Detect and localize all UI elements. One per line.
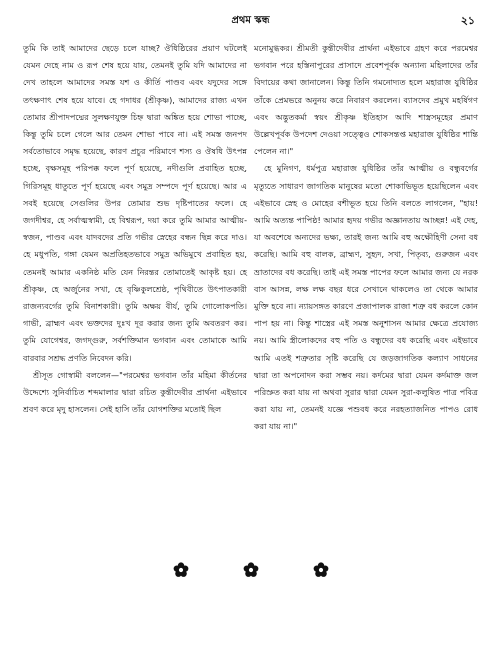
flower-ornament-icon (173, 562, 189, 578)
flower-ornament-icon (313, 562, 329, 578)
paragraph: হে মুনিগণ, ধর্মপুত্র মহারাজ যুধিষ্ঠির তাঁর আত্মীয় ও বন্ধুবর্গের মৃত্যুতে সাধারণ জাগতিক মানুষের মতো শোকাভিভূত হয়েছিলেন এবং এইভাবে স্নেহ ও মোহের বশীভূত হয়ে তিনি বলতে লাগলেন, "হায়! আমি অত্যন্ত পাপিষ্ঠ! আমার হৃদয় গভীর অজ্ঞানতায় আচ্ছন্ন! এই দেহ, যা অবশেষে অন্যদের ভক্ষ্য, তারই জন্য আমি বহু অক্ষৌহিণী সেনা বধ করেছি। আমি বহু বালক, ব্রাহ্মণ, সুহৃদ, সখা, পিতৃব্য, গুরুজন এবং ভ্রাতাদের বধ করেছি। তাই এই সমস্ত পাপের ফলে আমার জন্য যে নরক বাস আসন্ন, লক্ষ লক্ষ বছর ধরে সেখানে থাকলেও তা থেকে আমার মুক্তি হবে না। ন্যায়সঙ্গত কারণে প্রজাপালক রাজা শত্রু বধ করলে কোন পাপ হয় না। কিন্তু শাস্ত্রের এই সমস্ত অনুশাসন আমার ক্ষেত্রে প্রযোজ্য নয়। আমি স্ত্রীলোকদের বহু পতি ও বন্ধুদের বধ করেছি এবং এইভাবে আমি এতই শত্রুতার সৃষ্টি করেছি যে জড়জাগতিক কল্যাণ সাধনের দ্বারা তা অপনোদন করা সম্ভব নয়। কর্দমের দ্বারা যেমন কর্দমাক্ত জল পরিস্রুত করা যায় না অথবা সুরার দ্বারা যেমন সুরা-কলুষিত পাত্র পবিত্র করা যায় না, তেমনই যজ্ঞে পশুবধ করে নরহত্যাজনিত পাপও রোধ করা যায় না।" (254, 163, 478, 432)
right-column (254, 40, 478, 436)
page-number: ২১ (460, 14, 475, 27)
left-column (23, 40, 247, 418)
flower-ornament-icon (243, 562, 259, 578)
paragraph: মনোমুগ্ধকর। শ্রীমতী কুন্তীদেবীর প্রার্থনা এইভাবে গ্রহণ করে পরমেশ্বর ভগবান পরে হস্তিনাপুরের প্রাসাদে প্রবেশপূর্বক অন্যান্য মহিলাদের তাঁর বিদায়ের কথা জানালেন। কিন্তু তিনি গমনোদ্যত হলে মহারাজ যুধিষ্ঠির তাঁকে প্রেমভরে অনুনয় করে নিবারণ করলেন। ব্যাসদেব প্রমুখ মহর্ষিগণ এবং অদ্ভুতকর্মা স্বয়ং শ্রীকৃষ্ণ ইতিহাস আদি শাস্ত্রসমূহের প্রমাণ উল্লেখপূর্বক উপদেশ দেওয়া সত্ত্বেও শোকসন্তপ্ত মহারাজ যুধিষ্ঠির শান্তি পেলেন না।" (254, 43, 478, 157)
running-head (0, 12, 501, 32)
chapter-title: প্রথম স্কন্ধ (231, 15, 270, 26)
paragraph: তুমি কি তাই আমাদের ছেড়ে চলে যাচ্ছ? ঔধিষ্ঠিরের প্রয়াণ ঘটলেই যেমন দেহে নাম ও রূপ শেষ হয়ে যায়, তেমনই তুমি যদি আমাদের না দেখ তাহলে আমাদের সমস্ত যশ ও কীর্তি পাণ্ডব এবং যদুদের সঙ্গে তৎক্ষণাৎ শেষ হয়ে যাবে। হে গদাধর (শ্রীকৃষ্ণ), আমাদের রাজ্য এখন তোমার শ্রীপাদপদ্মের সুলক্ষণযুক্ত চিহ্ন দ্বারা অঙ্কিত হয়ে শোভা পাচ্ছে, কিন্তু তুমি চলে গেলে আর তেমন শোভা পাবে না। এই সমস্ত জনপদ সর্বতোভাবে সমৃদ্ধ হয়েছে, কারণ প্রচুর পরিমাণে শস্য ও ঔষধি উৎপন্ন হচ্ছে, বৃক্ষসমূহ পরিপক্ক ফলে পূর্ণ হয়েছে, নদীগুলি প্রবাহিত হচ্ছে, গিরিসমূহ ধাতুতে পূর্ণ হয়েছে এবং সমুদ্র সম্পদে পূর্ণ হয়েছে। আর এ সবই হয়েছে সেগুলির উপর তোমার শুভ দৃষ্টিপাতের ফলে। হে জগদীশ্বর, হে সর্বাত্মস্বামী, হে বিশ্বরূপ, দয়া করে তুমি আমার আত্মীয়-স্বজন, পাণ্ডব এবং যাদবদের প্রতি গভীর স্নেহের বন্ধন ছিন্ন করে দাও। হে মধুপতি, গঙ্গা যেমন অপ্রতিহতভাবে সমুদ্র অভিমুখে প্রবাহিত হয়, তেমনই আমার একনিষ্ঠ মতি যেন নিরন্তর তোমাতেই আকৃষ্ট হয়। হে শ্রীকৃষ্ণ, হে অর্জুনের সখা, হে বৃষ্ণিকুলশ্রেষ্ঠ, পৃথিবীতে উৎপাতকারী রাজন্যবর্গের তুমি বিনাশকারী। তুমি অক্ষয় বীর্য, তুমি গোলোকপতি। গাভী, ব্রাহ্মণ এবং ভক্তদের দুঃখ দূর করার জন্য তুমি অবতরণ কর। তুমি যোগেশ্বর, জগদ্গুরু, সর্বশক্তিমান ভগবান এবং তোমাকে আমি বারবার সশ্রদ্ধ প্রণতি নিবেদন করি। (23, 43, 247, 363)
paragraph: শ্রীসূত গোস্বামী বললেন—"পরমেশ্বর ভগবান তাঁর মহিমা কীর্তনের উদ্দেশ্যে সুনির্বাচিত শব্দমালার দ্বারা রচিত কুন্তীদেবীর প্রার্থনা এইভাবে শ্রবণ করে মৃদু হাসলেন। সেই হাসি তাঁর যোগশক্তির মতোই ছিল (23, 369, 247, 415)
section-end-ornaments (0, 562, 501, 578)
